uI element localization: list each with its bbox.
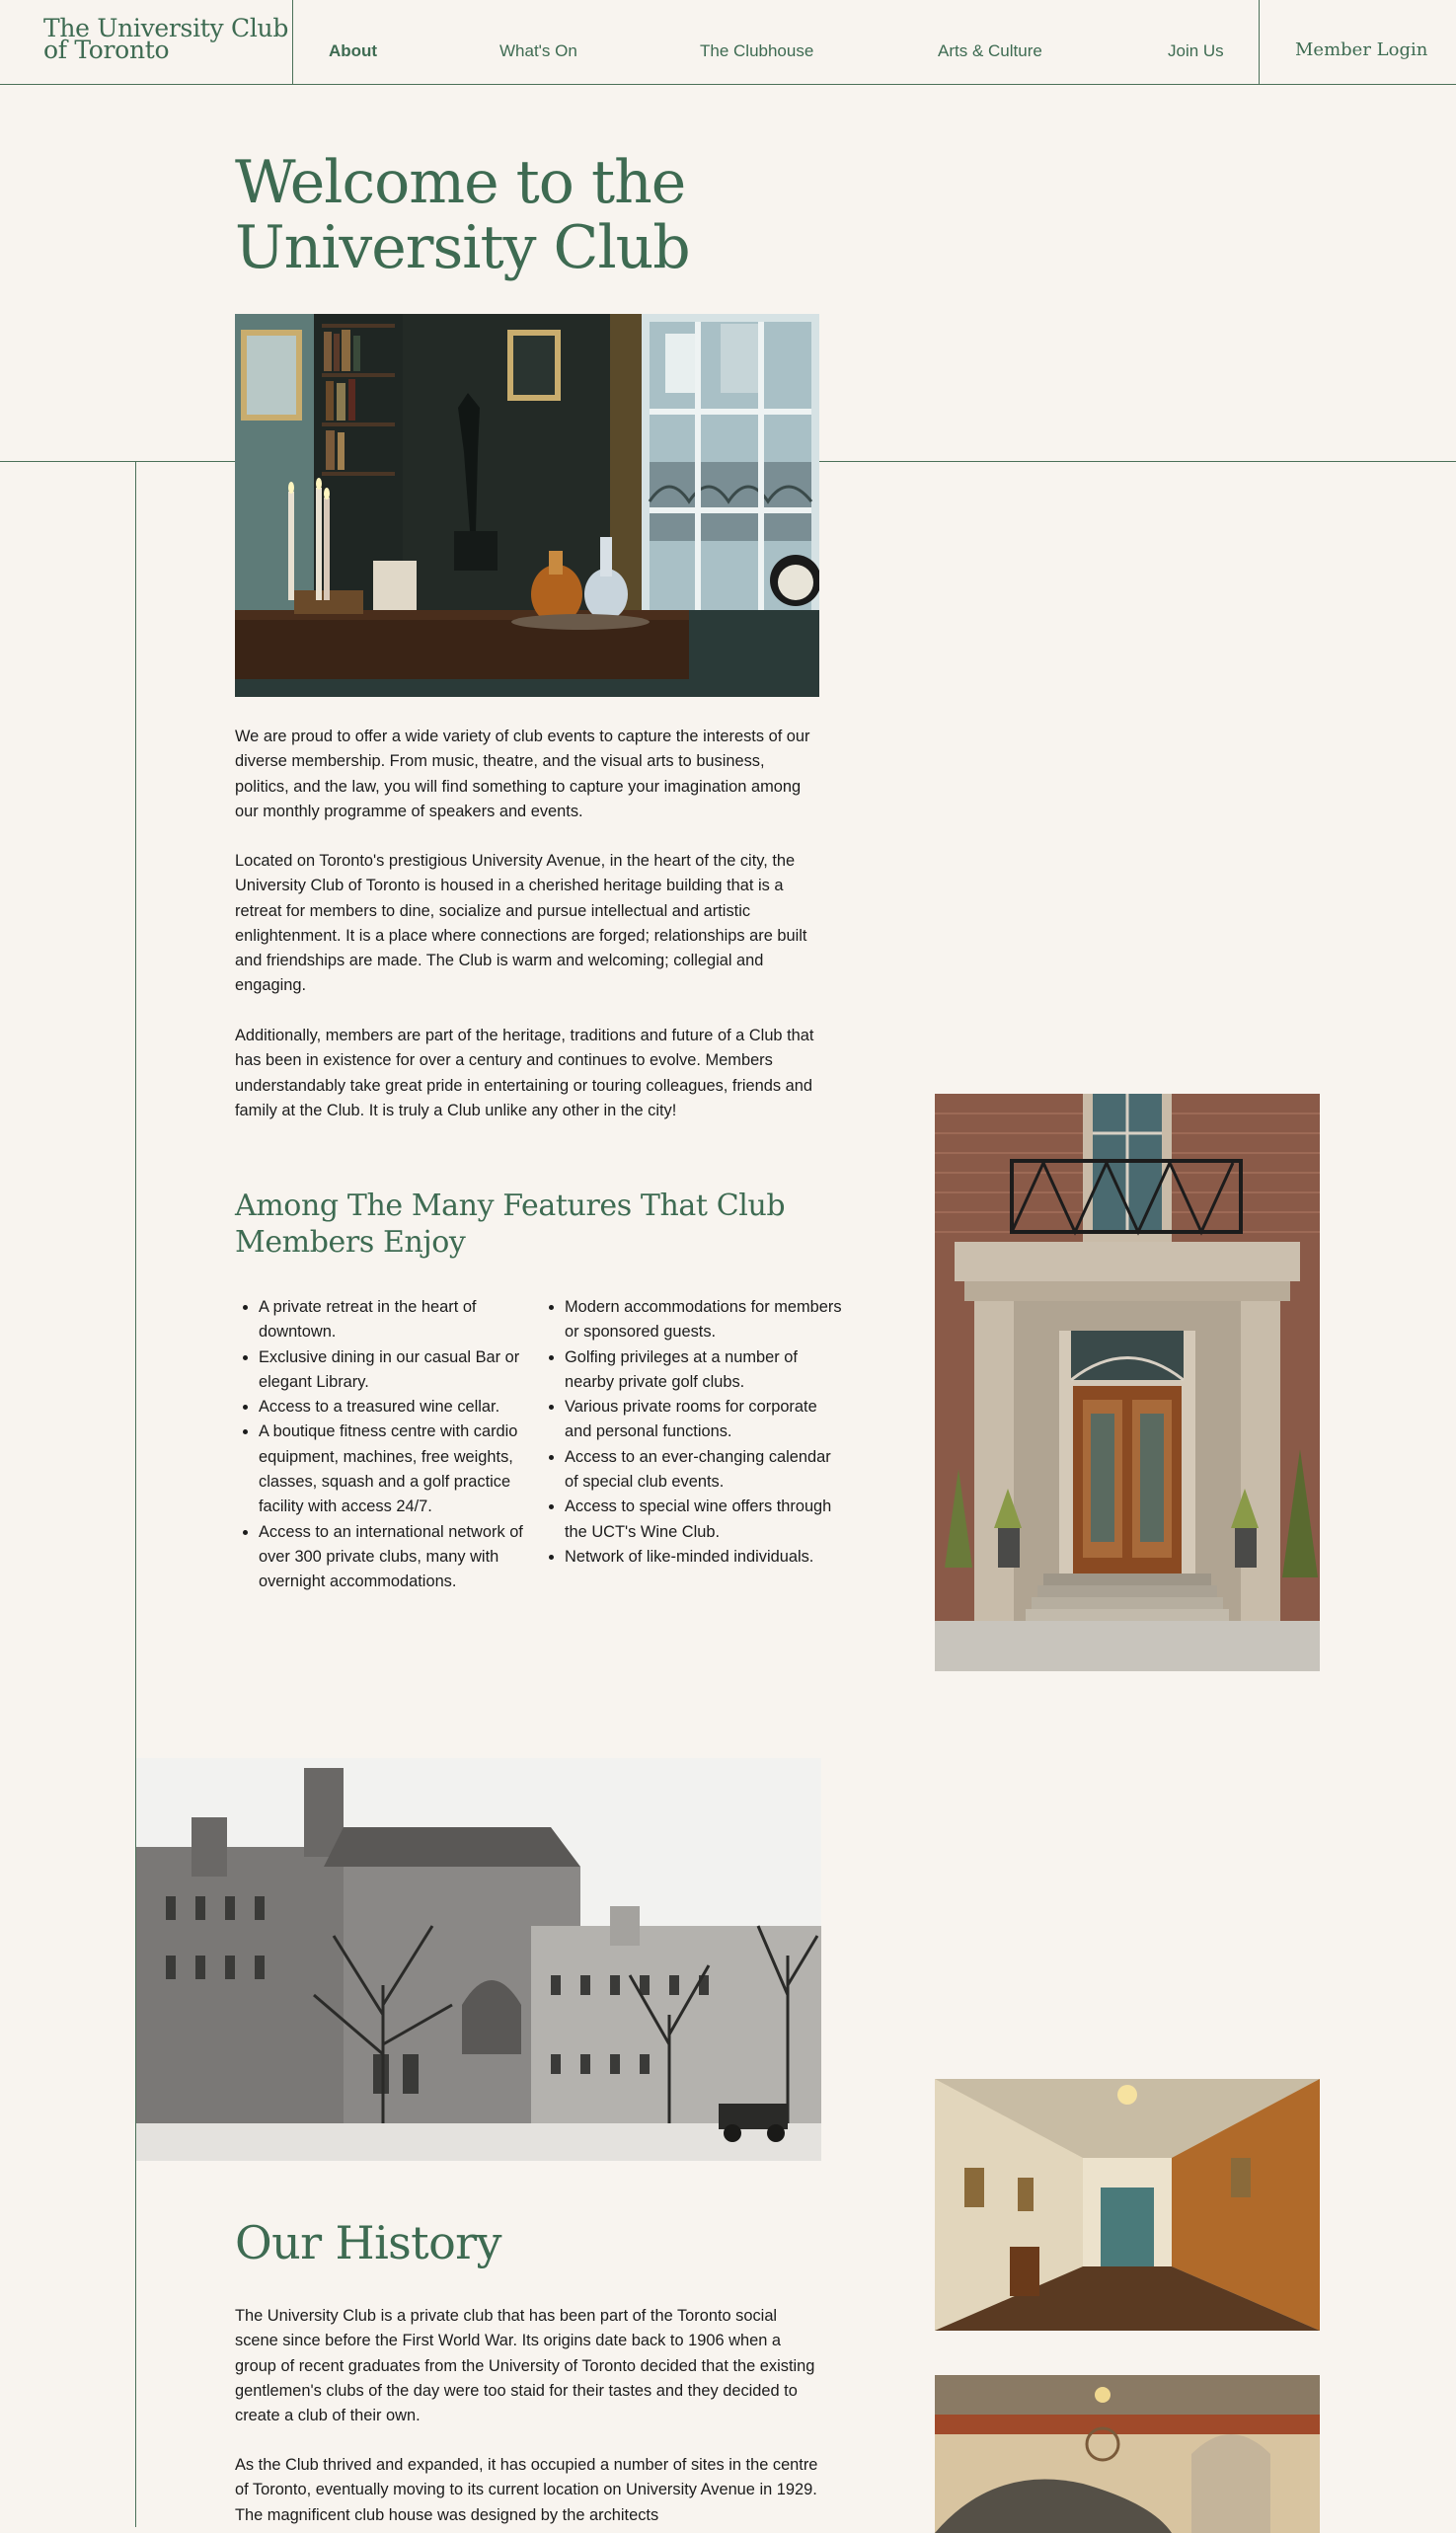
- features-list-left: [235, 1295, 531, 1595]
- list-item: • A private retreat in the heart of downtown.: [259, 1295, 531, 1345]
- site-header: [0, 0, 1456, 85]
- nav-whats-on[interactable]: What's On: [499, 41, 577, 60]
- intro-paragraph-2: Located on Toronto's prestigious University Avenue, in the heart of the city, the University Club of Toronto is housed in a cherished heritage building that is a retreat for members to dine, socialize and pursue intellectual and artistic enlightenment. It is a place where connections are forged; relationships are built and friendships are made. The Club is warm and welcoming; collegial and engaging.: [235, 852, 807, 995]
- site-logo[interactable]: [43, 14, 290, 64]
- hallway-photo: [935, 2079, 1320, 2331]
- logo-line-2: of Toronto: [43, 36, 170, 64]
- page-title: Welcome to the University Club: [235, 148, 690, 282]
- list-item: • Network of like-minded individuals.: [565, 1545, 843, 1570]
- nav-join-us[interactable]: Join Us: [1168, 41, 1224, 60]
- list-item: • Access to a treasured wine cellar.: [259, 1395, 531, 1420]
- list-item: • Access to an ever-changing calendar of special club events.: [565, 1445, 843, 1496]
- logo-line-1: The University Club: [43, 14, 289, 42]
- nav-about[interactable]: About: [329, 41, 378, 60]
- list-item: • Exclusive dining in our casual Bar or elegant Library.: [259, 1345, 531, 1396]
- features-list-right: [541, 1295, 843, 1570]
- history-paragraph-1: The University Club is a private club that has been part of the Toronto social scene since before the First World War. Its origins date back to 1906 when a group of recent graduates from the University of Toronto decided that the existing gentlemen's clubs of the day were too staid for their tastes and they decided to create a club of their own.: [235, 2307, 815, 2425]
- staircase-photo: [935, 2375, 1320, 2533]
- nav-the-clubhouse[interactable]: The Clubhouse: [700, 41, 814, 60]
- list-item: • Access to special wine offers through the UCT's Wine Club.: [565, 1495, 843, 1545]
- club-entrance-photo: [935, 1094, 1320, 1671]
- history-paragraph-2: As the Club thrived and expanded, it has occupied a number of sites in the centre of Toronto, eventually moving to its current location on University Avenue in 1929. The magnificent club house was designed by the architects: [235, 2456, 818, 2524]
- history-heading: Our History: [235, 2216, 501, 2269]
- features-heading: Among The Many Features That Club Members Enjoy: [235, 1189, 786, 1260]
- nav-arts-culture[interactable]: Arts & Culture: [938, 41, 1042, 60]
- intro-paragraph-3: Additionally, members are part of the heritage, traditions and future of a Club that has been in existence for over a century and continues to evolve. Members understandably take great pride in entertaining or touring colleagues, friends and family at the Club. It is truly a Club unlike any other in the city!: [235, 1027, 814, 1119]
- header-divider-left: [292, 0, 293, 85]
- header-divider-right: [1259, 0, 1260, 85]
- historic-clubhouse-photo: [136, 1758, 821, 2161]
- list-item: • Access to an international network of over 300 private clubs, many with overnight accommodations.: [259, 1520, 531, 1595]
- library-interior-photo: [235, 314, 819, 697]
- list-item: • Modern accommodations for members or sponsored guests.: [565, 1295, 843, 1345]
- section-rule-vertical: [135, 461, 136, 2527]
- list-item: • Golfing privileges at a number of nearby private golf clubs.: [565, 1345, 843, 1396]
- member-login-button[interactable]: Member Login: [1295, 39, 1428, 60]
- list-item: • A boutique fitness centre with cardio equipment, machines, free weights, classes, squash and a golf practice facility with access 24/7.: [259, 1420, 531, 1519]
- list-item: • Various private rooms for corporate and personal functions.: [565, 1395, 843, 1445]
- intro-paragraph-1: We are proud to offer a wide variety of club events to capture the interests of our diverse membership. From music, theatre, and the visual arts to business, politics, and the law, you will find something to capture your imagination among our monthly programme of speakers and events.: [235, 728, 810, 820]
